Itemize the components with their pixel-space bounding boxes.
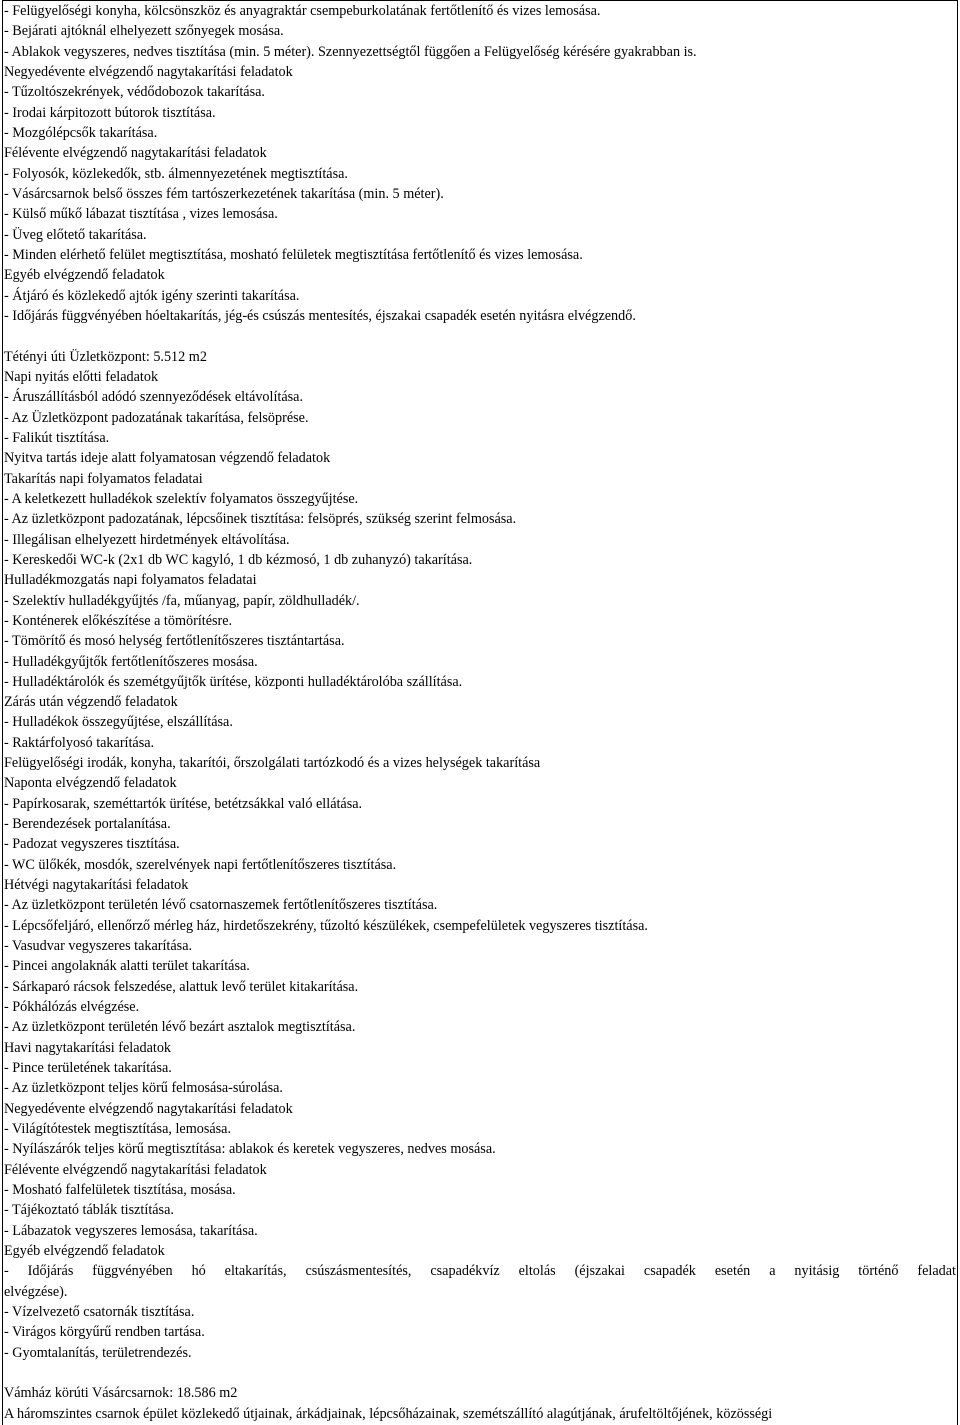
text-line: Napi nyitás előtti feladatok xyxy=(4,368,159,385)
text-line: - Tűzoltószekrények, védődobozok takarítása. xyxy=(4,84,265,101)
text-line: - Folyosók, közlekedők, stb. álmennyezetének megtisztítása. xyxy=(4,165,348,182)
document-body xyxy=(4,1,956,1424)
text-line: - Világítótestek megtisztítása, lemosása. xyxy=(4,1121,232,1138)
text-line: Negyedévente elvégzendő nagytakarítási feladatok xyxy=(4,63,293,80)
blank-line xyxy=(4,1363,956,1383)
text-line: - Papírkosarak, szeméttartók ürítése, betétzsákkal való ellátása. xyxy=(4,795,363,812)
blank-line xyxy=(4,326,956,346)
text-line: - Vízelvezető csatornák tisztítása. xyxy=(4,1304,195,1320)
text-line: - Bejárati ajtóknál elhelyezett szőnyegek mosása. xyxy=(4,23,284,40)
text-line: - Illegálisan elhelyezett hirdetmények eltávolítása. xyxy=(4,531,290,548)
text-line: Tétényi úti Üzletközpont: 5.512 m2 xyxy=(4,348,207,365)
text-line: - WC ülőkék, mosdók, szerelvények napi fertőtlenítőszeres tisztítása. xyxy=(4,856,397,873)
text-line: Havi nagytakarítási feladatok xyxy=(4,1039,172,1056)
text-line: - Szelektív hulladékgyűjtés /fa, műanyag, papír, zöldhulladék/. xyxy=(4,592,360,609)
text-line: - Az üzletközpont területén lévő csatornaszemek fertőtlenítőszeres tisztítása. xyxy=(4,897,438,914)
text-line: - Időjárás függvényében hóeltakarítás, jég-és csúszás mentesítés, éjszakai csapadék esetén nyitásra elvégzendő. xyxy=(4,307,636,324)
text-line: Vámház körúti Vásárcsarnok: 18.586 m2 xyxy=(4,1385,238,1402)
text-line: Hulladékmozgatás napi folyamatos feladatai xyxy=(4,572,257,589)
text-line: - Mosható falfelületek tisztítása, mosása. xyxy=(4,1182,236,1199)
text-line: Felügyelőségi irodák, konyha, takarítói, őrszolgálati tartózkodó és a vizes helységek takarítása xyxy=(4,755,541,772)
text-line: - Felügyelőségi konyha, kölcsönszköz és anyagraktár csempeburkolatának fertőtlenítő és vizes lemosása. xyxy=(4,3,601,19)
text-line: - Raktárfolyosó takarítása. xyxy=(4,734,155,751)
text-line: - Pókhálózás elvégzése. xyxy=(4,999,140,1016)
text-line: Negyedévente elvégzendő nagytakarítási feladatok xyxy=(4,1100,293,1117)
text-line: - Konténerek előkészítése a tömörítésre. xyxy=(4,612,233,629)
text-line: elvégzése). xyxy=(4,1283,68,1300)
text-line: - Külső műkő lábazat tisztítása , vizes lemosása. xyxy=(4,206,278,223)
text-line: Egyéb elvégzendő feladatok xyxy=(4,1243,165,1260)
text-line: - Berendezések portalanítása. xyxy=(4,816,171,833)
text-line: - Falikút tisztítása. xyxy=(4,429,110,446)
text-line: - Mozgólépcsők takarítása. xyxy=(4,124,158,141)
text-line: Nyitva tartás ideje alatt folyamatosan végzendő feladatok xyxy=(4,450,331,467)
text-line: - Lábazatok vegyszeres lemosása, takarítása. xyxy=(4,1222,258,1239)
text-line: - Minden elérhető felület megtisztítása, mosható felületek megtisztítása fertőtlenítő és vizes lemosása. xyxy=(4,246,583,263)
text-line: - Pincei angolaknák alatti terület takarítása. xyxy=(4,958,250,975)
text-line: - Irodai kárpitozott bútorok tisztítása. xyxy=(4,104,216,121)
text-line: Zárás után végzendő feladatok xyxy=(4,694,178,711)
text-line: - A keletkezett hulladékok szelektív folyamatos összegyűjtése. xyxy=(4,490,359,507)
text-line: Takarítás napi folyamatos feladatai xyxy=(4,470,203,487)
text-line: A háromszintes csarnok épület közlekedő útjainak, árkádjainak, lépcsőházainak, szemétszállító alagútjának, árufeltöltőjének, közösségi xyxy=(4,1405,773,1422)
text-line: - Üveg előtető takarítása. xyxy=(4,226,147,243)
text-line: - Az Üzletközpont padozatának takarítása, felsöprése. xyxy=(4,409,309,426)
text-line: - Lépcsőfeljáró, ellenőrző mérleg ház, hirdetőszekrény, tűzoltó készülékek, csempefelületek vegyszeres tisztítása. xyxy=(4,917,648,934)
text-line: - Nyílászárók teljes körű megtisztítása: ablakok és keretek vegyszeres, nedves mosása. xyxy=(4,1141,496,1158)
text-line: - Sárkaparó rácsok felszedése, alattuk levő terület kitakarítása. xyxy=(4,978,359,995)
text-line: - Az üzletközpont teljes körű felmosása-súrolása. xyxy=(4,1080,283,1097)
text-line: - Kereskedői WC-k (2x1 db WC kagyló, 1 db kézmosó, 1 db zuhanyzó) takarítása. xyxy=(4,551,473,568)
text-line: - Hulladékok összegyűjtése, elszállítása. xyxy=(4,714,233,731)
text-line: - Az üzletközpont területén lévő bezárt asztalok megtisztítása. xyxy=(4,1019,356,1036)
text-line: - Tájékoztató táblák tisztítása. xyxy=(4,1202,174,1219)
text-line: Félévente elvégzendő nagytakarítási feladatok xyxy=(4,145,267,162)
text-line: - Gyomtalanítás, területrendezés. xyxy=(4,1344,192,1361)
text-line: - Hulladéktárolók és szemétgyűjtők ürítése, központi hulladéktárolóba szállítása. xyxy=(4,673,463,690)
text-line: - Időjárás függvényében hó eltakarítás, csúszásmentesítés, csapadékvíz eltolás (éjszakai csapadék esetén a nyitásig történő feladat xyxy=(4,1263,956,1280)
text-line: Naponta elvégzendő feladatok xyxy=(4,775,177,792)
text-line: - Vásárcsarnok belső összes fém tartószerkezetének takarítása (min. 5 méter). xyxy=(4,185,444,202)
text-line: Hétvégi nagytakarítási feladatok xyxy=(4,877,189,894)
text-line: - Pince területének takarítása. xyxy=(4,1060,172,1077)
text-line: Félévente elvégzendő nagytakarítási feladatok xyxy=(4,1161,267,1178)
text-line: - Átjáró és közlekedő ajtók igény szerinti takarítása. xyxy=(4,287,300,304)
text-line: - Virágos körgyűrű rendben tartása. xyxy=(4,1324,205,1341)
text-line: - Vasudvar vegyszeres takarítása. xyxy=(4,938,193,955)
text-line: - Padozat vegyszeres tisztítása. xyxy=(4,836,180,853)
text-line: - Hulladékgyűjtők fertőtlenítőszeres mosása. xyxy=(4,653,258,670)
text-line: Egyéb elvégzendő feladatok xyxy=(4,267,165,284)
text-line: - Az üzletközpont padozatának, lépcsőinek tisztítása: felsöprés, szükség szerint felmosása. xyxy=(4,511,517,528)
text-line: - Tömörítő és mosó helység fertőtlenítőszeres tisztántartása. xyxy=(4,633,345,650)
text-line: - Ablakok vegyszeres, nedves tisztítása (min. 5 méter). Szennyezettségtől függően a Felügyelőség kérésére gyakrabban is. xyxy=(4,43,697,60)
text-line: - Áruszállításból adódó szennyeződések eltávolítása. xyxy=(4,389,304,406)
